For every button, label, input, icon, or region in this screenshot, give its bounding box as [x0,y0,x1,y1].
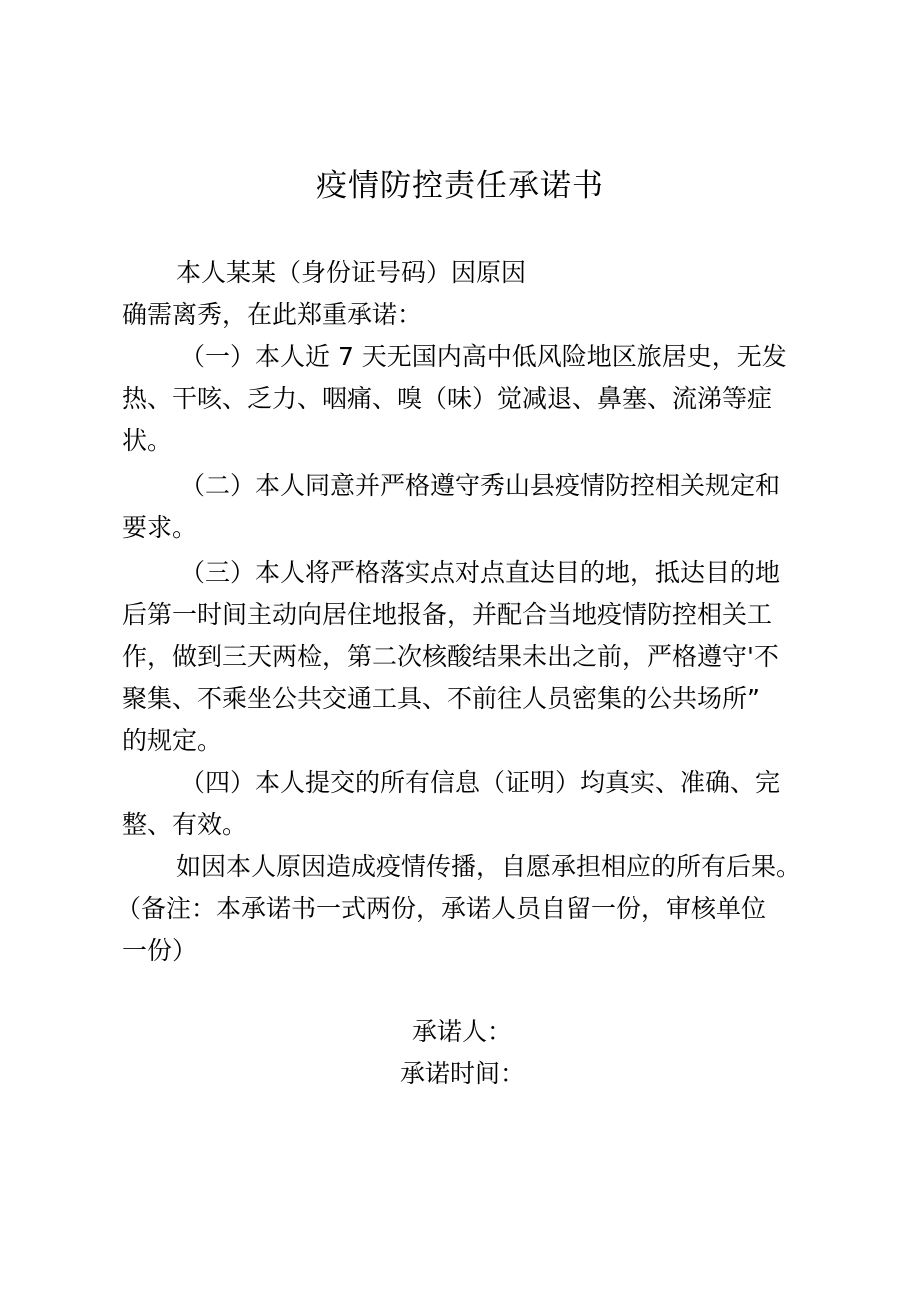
clause-1-line-1: （一）本人近 7 天无国内高中低风险地区旅居史，无发 [180,342,787,371]
remark-line-1: （备注：本承诺书一式两份，承诺人员自留一份，审核单位 [116,894,767,923]
clause-3-line-2: 后第一时间主动向居住地报备，并配合当地疫情防控相关工 [122,600,773,629]
clause-3-line-5: 的规定。 [122,726,223,755]
clause-1-line-2: 热、干咳、乏力、咽痛、嗅（味）觉减退、鼻塞、流涕等症 [122,384,773,413]
clause-2-line-2: 要求。 [122,513,198,542]
clause-2-line-1: （二）本人同意并严格遵守秀山县疫情防控相关规定和 [180,471,781,500]
promiser-label: 承诺人： [412,1017,513,1046]
clause-1-line-3: 状。 [122,426,173,455]
clause-4-line-1: （四）本人提交的所有信息（证明）均真实、准确、完 [180,768,781,797]
document-body [116,252,812,972]
remark-line-2: 一份） [122,936,198,965]
consequence-line: 如因本人原因造成疫情传播，自愿承担相应的所有后果。 [176,852,802,881]
clause-3-line-3: 作，做到三天两检，第二次核酸结果未出之前，严格遵守'不 [122,642,779,671]
intro-line-2: 确需离秀，在此郑重承诺： [122,300,423,329]
intro-line-1: 本人某某（身份证号码）因原因 [176,258,527,287]
clause-3-line-4: 聚集、不乘坐公共交通工具、不前往人员密集的公共场所” [122,684,760,713]
promise-time-label: 承诺时间： [400,1059,526,1088]
clause-3-line-1: （三）本人将严格落实点对点直达目的地，抵达目的地 [180,558,781,587]
clause-4-line-2: 整、有效。 [122,810,248,839]
document-title: 疫情防控责任承诺书 [316,168,604,204]
